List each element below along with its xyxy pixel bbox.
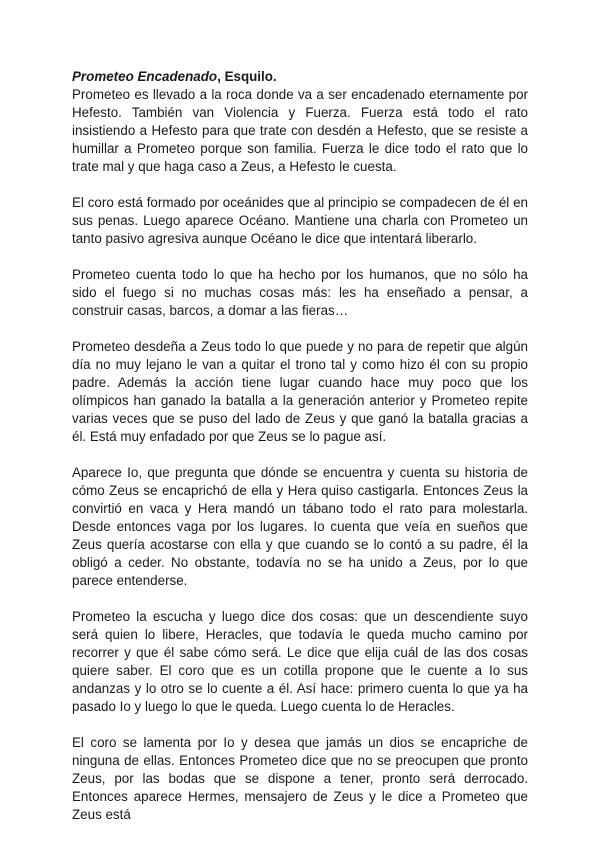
- author-name: Esquilo.: [224, 69, 277, 84]
- paragraph-3: Prometeo cuenta todo lo que ha hecho por los humanos, que no sólo ha sido el fuego si no muchas cosas más: les ha enseñado a pensar, a construir casas, barcos, a domar a las fieras…: [72, 267, 528, 318]
- paragraph-1: Prometeo es llevado a la roca donde va a ser encadenado eternamente por Hefesto. También van Violencia y Fuerza. Fuerza está todo el rato insistiendo a Hefesto para que trate con desdén a Hefesto, que se resiste a humillar a Prometeo porque son familia. Fuerza le dice todo el rato que lo trate mal y que haga caso a Zeus, a Hefesto le cuesta.: [72, 87, 528, 174]
- paragraph-2: El coro está formado por oceánides que al principio se compadecen de él en sus penas. Luego aparece Océano. Mantiene una charla con Prometeo un tanto pasivo agresiva aunque Océano le dice que intentará liberarlo.: [72, 195, 528, 246]
- paragraph-6: Prometeo la escucha y luego dice dos cosas: que un descendiente suyo será quien lo libere, Heracles, que todavía le queda mucho camino por recorrer y que él sabe cómo será. Le dice que elija cuál de las dos cosas quiere saber. El coro que es un cotilla propone que le cuente a Io sus andanzas y lo otro se lo cuente a él. Así hace: primero cuenta lo que ya ha pasado Io y luego lo que le queda. Luego cuenta lo de Heracles.: [72, 609, 528, 714]
- paragraph-4: Prometeo desdeña a Zeus todo lo que puede y no para de repetir que algún día no muy lejano le van a quitar el trono tal y como hizo él con su propio padre. Además la acción tiene lugar cuando hace muy poco que los olímpicos han ganado la batalla a la generación anterior y Prometeo repite varias veces que se puso del lado de Zeus y que ganó la batalla gracias a él. Está muy enfadado por que Zeus se lo pague así.: [72, 339, 528, 444]
- document-title: [72, 68, 528, 86]
- paragraph-5: Aparece Io, que pregunta que dónde se encuentra y cuenta su historia de cómo Zeus se encaprichó de ella y Hera quiso castigarla. Entonces Zeus la convirtió en vaca y Hera mandó un tábano todo el rato para molestarla. Desde entonces vaga por los lugares. Io cuenta que veía en sueños que Zeus quería acostarse con ella y que cuando se lo contó a su padre, él la obligó a ceder. No obstante, todavía no se ha unido a Zeus, por lo que parece entenderse.: [72, 465, 528, 588]
- title-separator: ,: [217, 69, 225, 84]
- work-title: Prometeo Encadenado: [72, 69, 218, 84]
- paragraph-7: El coro se lamenta por Io y desea que jamás un dios se encapriche de ninguna de ellas. Entonces Prometeo dice que no se preocupen que pronto Zeus, por las bodas que se dispone a tener, pronto será derrocado. Entonces aparece Hermes, mensajero de Zeus y le dice a Prometeo que Zeus está: [72, 735, 528, 822]
